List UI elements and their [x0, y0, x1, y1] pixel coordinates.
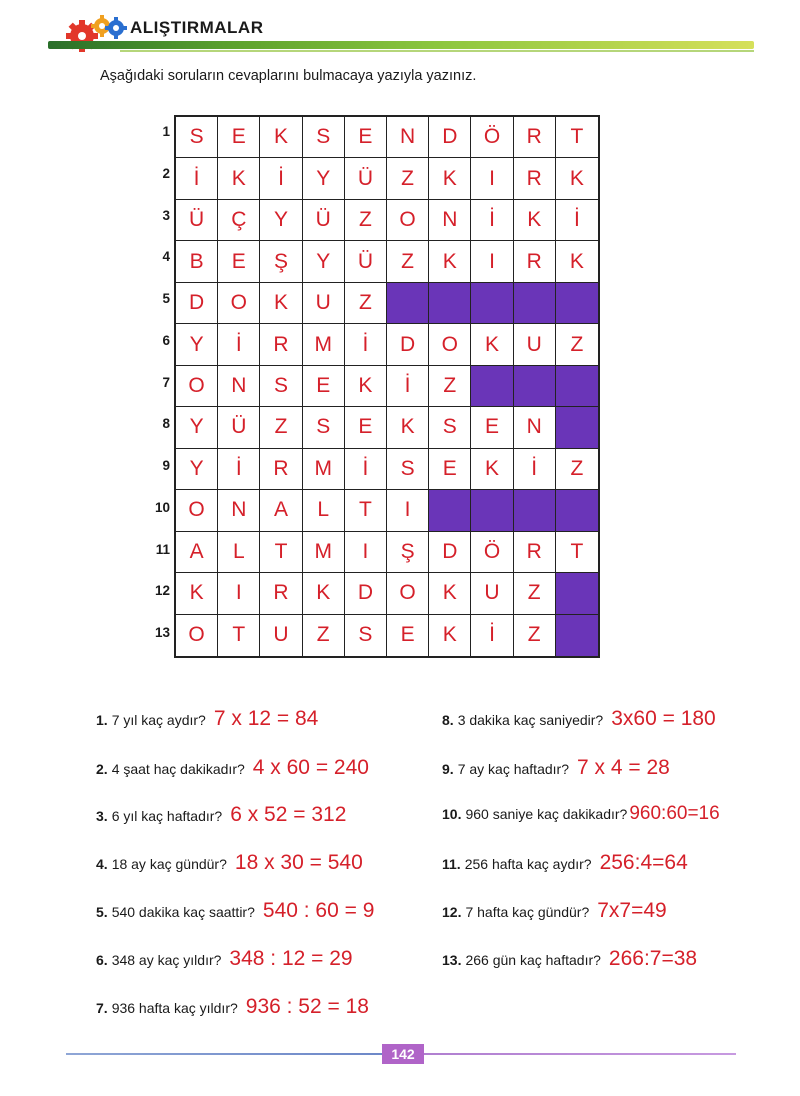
- row-number: 1: [162, 124, 170, 139]
- question-text: 18 ay kaç gündür?: [111, 856, 227, 872]
- shaded-cell[interactable]: [514, 490, 556, 531]
- question-answer: 266:7=38: [608, 947, 698, 970]
- letter-cell[interactable]: İ: [345, 324, 387, 365]
- letter-cell[interactable]: K: [556, 241, 598, 282]
- letter-cell[interactable]: İ: [218, 449, 260, 490]
- question-text: 256 hafta kaç aydır?: [464, 856, 592, 872]
- letter-cell[interactable]: N: [429, 200, 471, 241]
- shaded-cell[interactable]: [471, 283, 513, 324]
- row-number: 2: [162, 165, 170, 181]
- letter-cell[interactable]: Z: [387, 158, 429, 199]
- shaded-cell[interactable]: [556, 283, 598, 324]
- shaded-cell[interactable]: [556, 615, 598, 656]
- letter-cell[interactable]: S: [176, 117, 218, 158]
- letter-cell[interactable]: R: [514, 117, 556, 158]
- question-answer: 4 x 60 = 240: [252, 756, 369, 779]
- letter-cell[interactable]: Z: [303, 615, 345, 656]
- letter-cell[interactable]: N: [218, 490, 260, 531]
- question-item: [96, 803, 346, 827]
- letter-cell[interactable]: K: [514, 200, 556, 241]
- question-item: [96, 756, 369, 780]
- question-answer: 3x60 = 180: [611, 707, 716, 730]
- letter-cell[interactable]: K: [556, 158, 598, 199]
- letter-cell[interactable]: K: [429, 241, 471, 282]
- question-item: [442, 851, 688, 875]
- question-text: 348 ay kaç yıldır?: [111, 952, 222, 968]
- letter-cell[interactable]: Z: [387, 241, 429, 282]
- letter-cell[interactable]: I: [471, 241, 513, 282]
- letter-cell[interactable]: O: [176, 490, 218, 531]
- question-number: 9.: [442, 761, 454, 777]
- letter-cell[interactable]: A: [260, 490, 302, 531]
- puzzle-grid: [174, 115, 600, 658]
- shaded-cell[interactable]: [514, 366, 556, 407]
- letter-cell[interactable]: U: [260, 615, 302, 656]
- letter-cell[interactable]: K: [429, 573, 471, 614]
- question-item: [442, 803, 720, 825]
- letter-cell[interactable]: Y: [176, 407, 218, 448]
- row-number: 11: [155, 541, 170, 557]
- letter-cell[interactable]: T: [556, 532, 598, 573]
- letter-cell[interactable]: E: [429, 449, 471, 490]
- letter-cell[interactable]: Y: [260, 200, 302, 241]
- letter-cell[interactable]: I: [345, 532, 387, 573]
- footer-line-right: [424, 1053, 736, 1055]
- letter-cell[interactable]: Ü: [303, 200, 345, 241]
- letter-cell[interactable]: Z: [260, 407, 302, 448]
- letter-cell[interactable]: E: [218, 117, 260, 158]
- question-number: 4.: [96, 856, 108, 872]
- question-item: [442, 756, 670, 780]
- letter-cell[interactable]: U: [303, 283, 345, 324]
- letter-cell[interactable]: Ç: [218, 200, 260, 241]
- header-bar-thin: [120, 50, 754, 52]
- section-title: ALIŞTIRMALAR: [130, 18, 264, 37]
- letter-cell[interactable]: S: [260, 366, 302, 407]
- question-answer: 960:60=16: [629, 803, 720, 824]
- letter-cell[interactable]: N: [514, 407, 556, 448]
- letter-cell[interactable]: R: [514, 158, 556, 199]
- letter-cell[interactable]: O: [176, 366, 218, 407]
- shaded-cell[interactable]: [556, 490, 598, 531]
- question-text: 7 ay kaç haftadır?: [457, 761, 569, 777]
- question-answer: 18 x 30 = 540: [234, 851, 363, 874]
- letter-cell[interactable]: O: [176, 615, 218, 656]
- question-text: 7 hafta kaç gündür?: [465, 904, 590, 920]
- letter-cell[interactable]: Y: [176, 324, 218, 365]
- question-number: 13.: [442, 952, 462, 968]
- letter-cell[interactable]: D: [345, 573, 387, 614]
- letter-cell[interactable]: T: [260, 532, 302, 573]
- letter-cell[interactable]: N: [387, 117, 429, 158]
- letter-cell[interactable]: K: [429, 615, 471, 656]
- question-answer: 936 : 52 = 18: [245, 995, 369, 1018]
- row-number: 3: [162, 207, 170, 223]
- letter-cell[interactable]: O: [429, 324, 471, 365]
- letter-cell[interactable]: Z: [345, 200, 387, 241]
- letter-cell[interactable]: S: [345, 615, 387, 656]
- letter-cell[interactable]: A: [176, 532, 218, 573]
- question-text: 540 dakika kaç saattir?: [111, 904, 255, 920]
- letter-cell[interactable]: U: [471, 573, 513, 614]
- question-item: [442, 947, 697, 971]
- question-number: 10.: [442, 806, 462, 822]
- letter-cell[interactable]: I: [387, 490, 429, 531]
- letter-cell[interactable]: Ö: [471, 532, 513, 573]
- page-number: 142: [382, 1044, 424, 1064]
- letter-cell[interactable]: İ: [345, 449, 387, 490]
- question-text: 6 yıl kaç haftadır?: [111, 808, 223, 824]
- letter-cell[interactable]: T: [345, 490, 387, 531]
- letter-cell[interactable]: D: [429, 532, 471, 573]
- shaded-cell[interactable]: [471, 490, 513, 531]
- letter-cell[interactable]: Ü: [345, 241, 387, 282]
- letter-cell[interactable]: R: [260, 449, 302, 490]
- question-answer: 6 x 52 = 312: [230, 803, 347, 826]
- row-number: 9: [162, 458, 170, 474]
- question-number: 12.: [442, 904, 462, 920]
- letter-cell[interactable]: E: [471, 407, 513, 448]
- question-text: 936 hafta kaç yıldır?: [111, 1000, 238, 1016]
- shaded-cell[interactable]: [556, 366, 598, 407]
- letter-cell[interactable]: Ü: [218, 407, 260, 448]
- letter-cell[interactable]: İ: [218, 324, 260, 365]
- question-text: 7 yıl kaç aydır?: [111, 712, 206, 728]
- question-text: 3 dakika kaç saniyedir?: [457, 712, 604, 728]
- row-number: 4: [162, 249, 170, 265]
- letter-cell[interactable]: Y: [303, 241, 345, 282]
- letter-cell[interactable]: Ş: [387, 532, 429, 573]
- question-text: 960 saniye kaç dakikadır?: [465, 806, 628, 822]
- letter-cell[interactable]: E: [218, 241, 260, 282]
- letter-cell[interactable]: İ: [514, 449, 556, 490]
- question-text: 4 şaat haç dakikadır?: [111, 761, 245, 777]
- page-header: [0, 0, 800, 60]
- letter-cell[interactable]: K: [260, 283, 302, 324]
- letter-cell[interactable]: L: [218, 532, 260, 573]
- letter-cell[interactable]: R: [514, 532, 556, 573]
- letter-cell[interactable]: Ü: [176, 200, 218, 241]
- letter-cell[interactable]: M: [303, 449, 345, 490]
- shaded-cell[interactable]: [471, 366, 513, 407]
- letter-cell[interactable]: E: [387, 615, 429, 656]
- letter-cell[interactable]: E: [345, 117, 387, 158]
- letter-cell[interactable]: M: [303, 324, 345, 365]
- letter-cell[interactable]: Z: [514, 615, 556, 656]
- instruction-text: Aşağıdaki soruların cevaplarını bulmacaya yazıyla yazınız.: [100, 68, 477, 84]
- row-number: 6: [162, 332, 170, 348]
- question-answer: 7x7=49: [597, 899, 667, 922]
- letter-cell[interactable]: T: [218, 615, 260, 656]
- letter-cell[interactable]: İ: [387, 366, 429, 407]
- question-answer: 7 x 4 = 28: [576, 756, 670, 779]
- question-number: 8.: [442, 712, 454, 728]
- row-number: 12: [154, 583, 170, 599]
- letter-cell[interactable]: S: [387, 449, 429, 490]
- letter-cell[interactable]: İ: [471, 615, 513, 656]
- letter-cell[interactable]: Z: [556, 324, 598, 365]
- letter-cell[interactable]: S: [303, 117, 345, 158]
- letter-cell[interactable]: D: [176, 283, 218, 324]
- letter-cell[interactable]: Z: [429, 366, 471, 407]
- shaded-cell[interactable]: [556, 407, 598, 448]
- letter-cell[interactable]: R: [514, 241, 556, 282]
- letter-cell[interactable]: K: [345, 366, 387, 407]
- row-number: 8: [162, 416, 170, 432]
- question-text: 266 gün kaç haftadır?: [465, 952, 601, 968]
- letter-cell[interactable]: T: [556, 117, 598, 158]
- row-number: 13: [154, 625, 170, 641]
- letter-cell[interactable]: O: [387, 573, 429, 614]
- question-number: 2.: [96, 761, 108, 777]
- letter-cell[interactable]: K: [387, 407, 429, 448]
- question-item: [442, 899, 667, 923]
- header-bar: [48, 41, 754, 49]
- question-answer: 7 x 12 = 84: [213, 707, 319, 730]
- row-number: 5: [162, 291, 170, 307]
- letter-cell[interactable]: N: [218, 366, 260, 407]
- letter-cell[interactable]: Ş: [260, 241, 302, 282]
- letter-cell[interactable]: M: [303, 532, 345, 573]
- letter-cell[interactable]: B: [176, 241, 218, 282]
- shaded-cell[interactable]: [387, 283, 429, 324]
- letter-cell[interactable]: O: [387, 200, 429, 241]
- shaded-cell[interactable]: [429, 490, 471, 531]
- letter-cell[interactable]: Y: [176, 449, 218, 490]
- question-item: [96, 995, 369, 1019]
- question-item: [96, 947, 353, 971]
- shaded-cell[interactable]: [429, 283, 471, 324]
- letter-cell[interactable]: S: [303, 407, 345, 448]
- letter-cell[interactable]: E: [345, 407, 387, 448]
- question-number: 3.: [96, 808, 108, 824]
- question-number: 11.: [442, 856, 461, 872]
- letter-cell[interactable]: K: [303, 573, 345, 614]
- shaded-cell[interactable]: [556, 573, 598, 614]
- question-item: [96, 707, 318, 731]
- letter-cell[interactable]: K: [429, 158, 471, 199]
- letter-cell[interactable]: I: [471, 158, 513, 199]
- row-number: 7: [162, 374, 170, 390]
- letter-cell[interactable]: K: [471, 324, 513, 365]
- letter-cell[interactable]: K: [260, 117, 302, 158]
- question-answer: 256:4=64: [599, 851, 688, 874]
- letter-cell[interactable]: İ: [176, 158, 218, 199]
- letter-cell[interactable]: K: [471, 449, 513, 490]
- letter-cell[interactable]: D: [387, 324, 429, 365]
- question-number: 5.: [96, 904, 108, 920]
- question-number: 7.: [96, 1000, 108, 1016]
- letter-cell[interactable]: Z: [345, 283, 387, 324]
- shaded-cell[interactable]: [514, 283, 556, 324]
- letter-cell[interactable]: K: [176, 573, 218, 614]
- question-number: 1.: [96, 712, 108, 728]
- letter-cell[interactable]: Ö: [471, 117, 513, 158]
- question-answer: 348 : 12 = 29: [229, 947, 353, 970]
- letter-cell[interactable]: S: [429, 407, 471, 448]
- letter-cell[interactable]: R: [260, 324, 302, 365]
- footer-line-left: [66, 1053, 382, 1055]
- question-number: 6.: [96, 952, 108, 968]
- row-number: 10: [154, 499, 170, 515]
- letter-cell[interactable]: Y: [303, 158, 345, 199]
- letter-cell[interactable]: İ: [471, 200, 513, 241]
- letter-cell[interactable]: O: [218, 283, 260, 324]
- letter-cell[interactable]: U: [514, 324, 556, 365]
- letter-cell[interactable]: D: [429, 117, 471, 158]
- letter-cell[interactable]: Z: [556, 449, 598, 490]
- question-answer: 540 : 60 = 9: [262, 899, 375, 922]
- letter-cell[interactable]: I: [218, 573, 260, 614]
- letter-cell[interactable]: E: [303, 366, 345, 407]
- letter-cell[interactable]: Ü: [345, 158, 387, 199]
- question-item: [96, 851, 363, 875]
- question-item: [96, 899, 374, 923]
- letter-cell[interactable]: Z: [514, 573, 556, 614]
- letter-cell[interactable]: İ: [260, 158, 302, 199]
- letter-cell[interactable]: R: [260, 573, 302, 614]
- letter-cell[interactable]: K: [218, 158, 260, 199]
- question-item: [442, 707, 716, 731]
- letter-cell[interactable]: İ: [556, 200, 598, 241]
- letter-cell[interactable]: L: [303, 490, 345, 531]
